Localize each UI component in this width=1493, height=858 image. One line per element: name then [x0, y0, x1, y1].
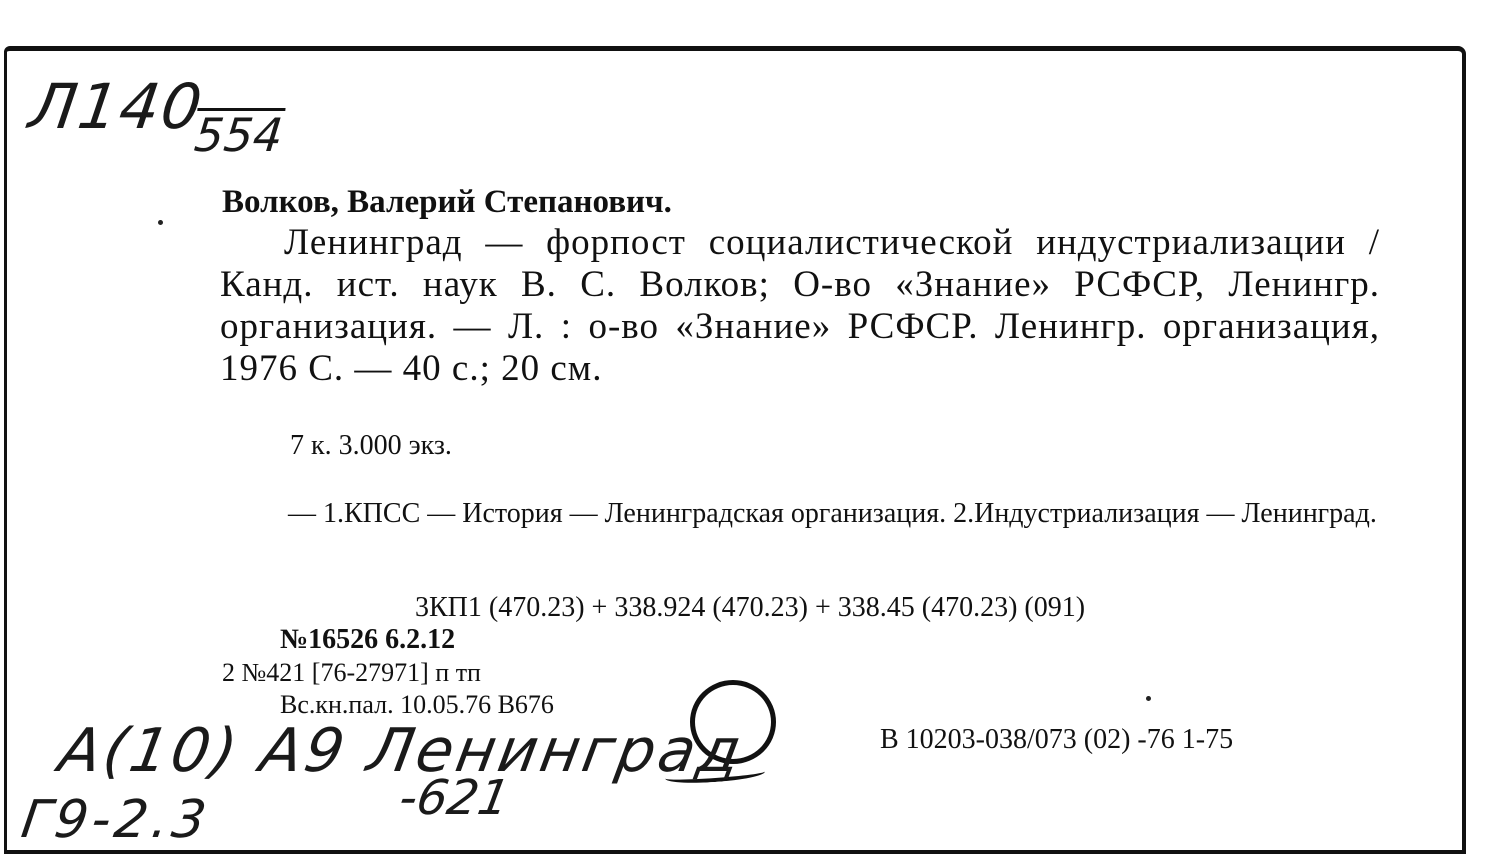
card-number: №16526 6.2.12 [280, 624, 456, 655]
speck [1146, 696, 1151, 701]
publisher-chamber-info: Вс.кн.пал. 10.05.76 В676 [280, 690, 554, 719]
handwritten-note-location: А(10) А9 Ленинград [53, 716, 750, 786]
price-print-run: 7 к. 3.000 экз. [290, 430, 452, 461]
catalog-code: В 10203-038/073 (02) -76 1-75 [880, 724, 1234, 755]
handwritten-shelfmark: Л140 [24, 70, 209, 143]
author-name: Волков, Валерий Степанович. [222, 184, 672, 220]
handwritten-note-code: Г9-2.3 [17, 790, 214, 850]
subject-headings: — 1.КПСС — История — Ленинградская организация. 2.Индустриализация — Ленинград. [288, 498, 1377, 529]
order-number: 2 №421 [76-27971] п тп [222, 658, 481, 687]
handwritten-note-number: -621 [395, 770, 514, 826]
bibliographic-description: Ленинград — форпост социалистической индустриализации / Канд. ист. наук В. С. Волков; О-во «Знание» РСФСР, Ленингр. организация. — Л. : о-во «Знание» РСФСР. Ленингр. организация, 1976 С. — 40 с.; 20 см. [220, 222, 1380, 389]
speck [158, 220, 163, 225]
classification-indexes: 3КП1 (470.23) + 338.924 (470.23) + 338.45 (470.23) (091) [415, 592, 1086, 623]
handwritten-shelfmark-number: 554 [191, 108, 286, 162]
